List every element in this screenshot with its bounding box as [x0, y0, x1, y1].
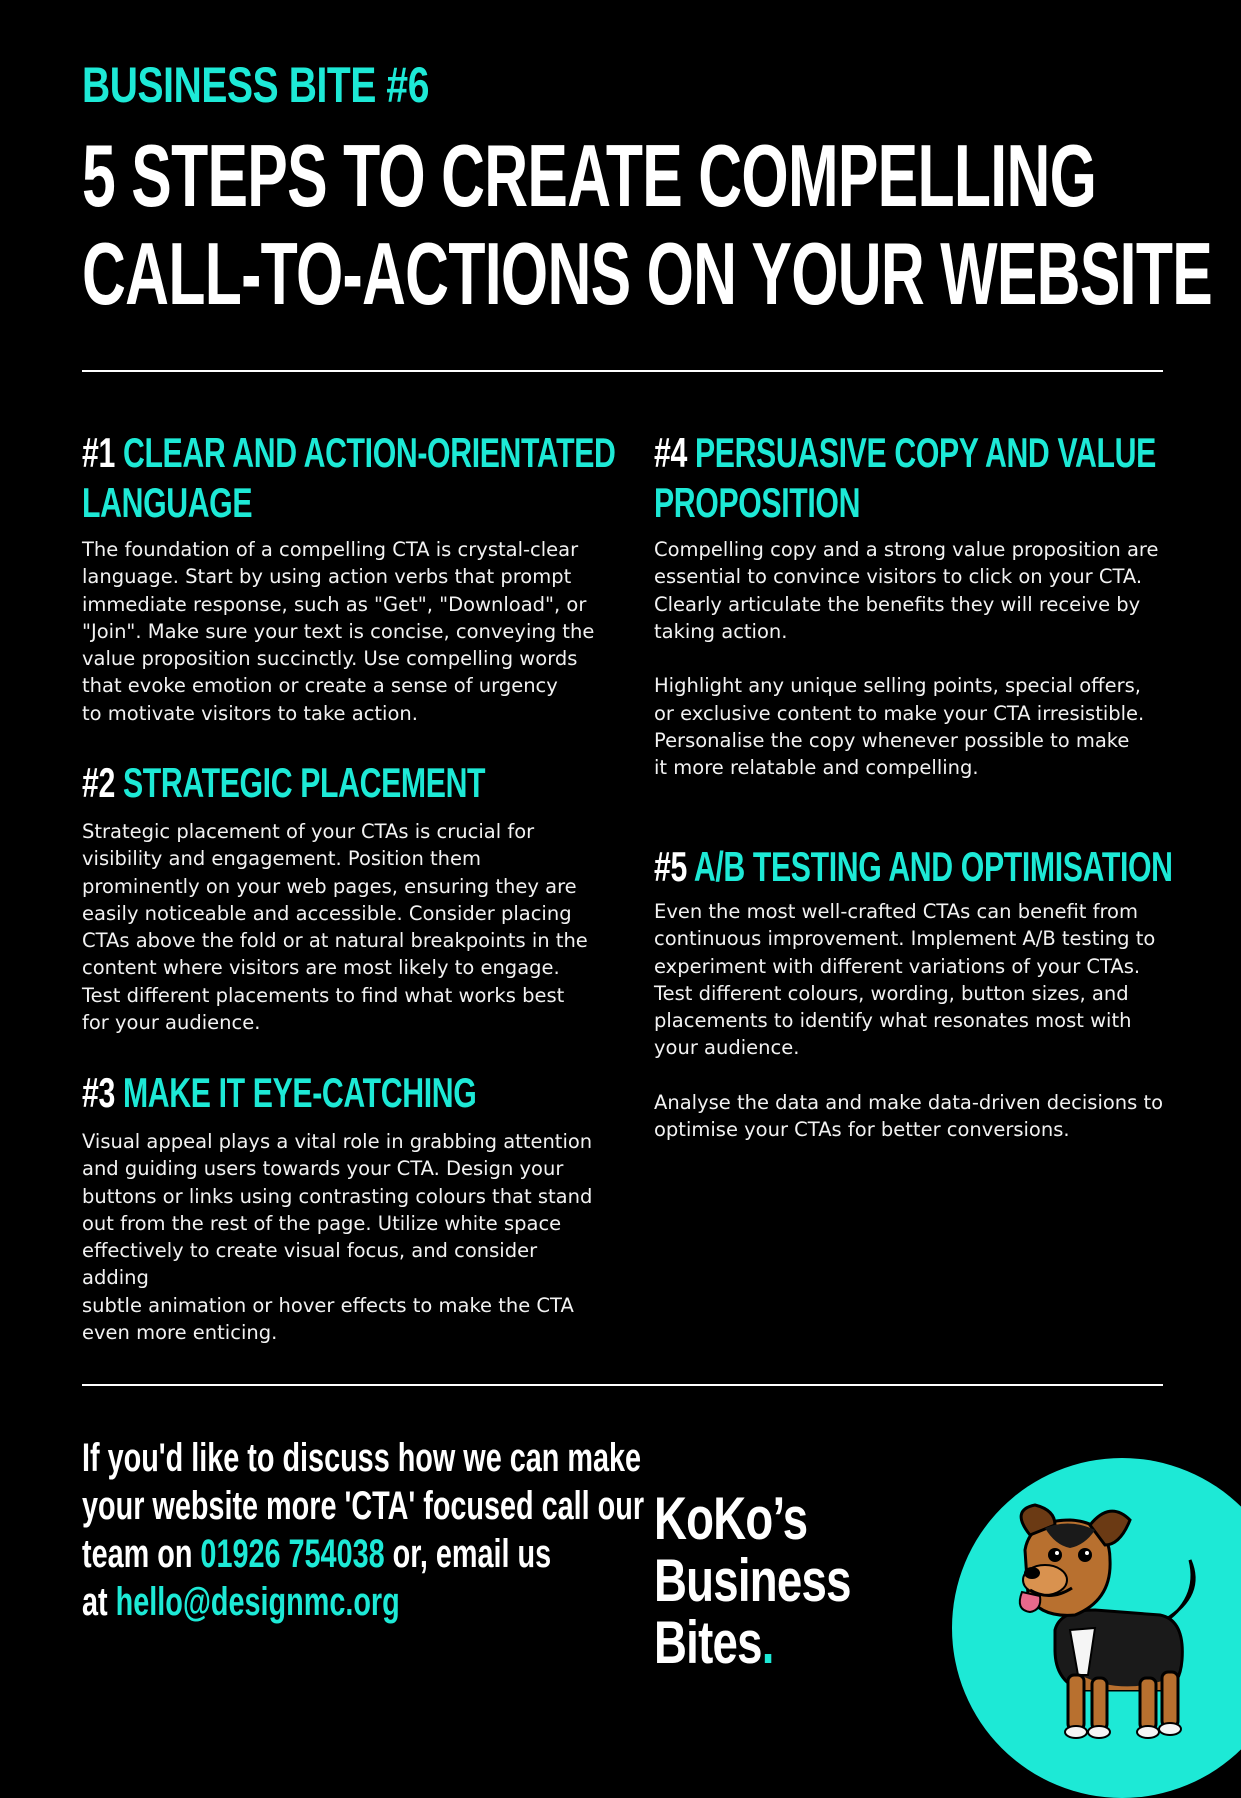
- section-1-heading: [82, 428, 616, 528]
- section-1-body: The foundation of a compelling CTA is crystal-clear language. Start by using action verbs that prompt immediate response, such as "Get", "Download", or "Join". Make sure your text is concise, conveying the value proposition succinctly. Use compelling words that evoke emotion or create a sense of urgency to motivate visitors to take action.: [82, 538, 595, 725]
- eyebrow-label: BUSINESS BITE #6: [82, 57, 430, 113]
- section-2-heading-text: STRATEGIC PLACEMENT: [122, 759, 486, 806]
- divider-bottom: [82, 1384, 1163, 1386]
- page-title-line-1: 5 STEPS TO CREATE COMPELLING: [82, 126, 1097, 225]
- phone-link[interactable]: 01926 754038: [200, 1532, 385, 1576]
- section-1-heading-line-1: CLEAR AND ACTION-ORIENTATED: [122, 429, 616, 476]
- brand-line-1: KoKo’s: [654, 1485, 808, 1552]
- contact-cta-line-3-suffix: or, email us: [384, 1532, 552, 1576]
- section-1-number: #1: [82, 429, 115, 476]
- section-4-heading-line-2: PROPOSITION: [654, 479, 861, 526]
- section-5-number: #5: [654, 843, 687, 890]
- divider-top: [82, 370, 1163, 372]
- contact-cta: [82, 1434, 644, 1626]
- dog-mascot-icon: [1000, 1500, 1220, 1750]
- section-4-body: Compelling copy and a strong value proposition are essential to convince visitors to click on your CTA. Clearly articulate the benefits they will receive by taking action. Highlight any unique selling points, special offers, or exclusive content to make your CTA irresistible. Personalise the copy whenever possible to make it more relatable and compelling.: [654, 538, 1159, 780]
- contact-cta-line-1: If you'd like to discuss how we can make: [82, 1436, 642, 1480]
- section-3-number: #3: [82, 1069, 115, 1116]
- email-link[interactable]: hello@designmc.org: [115, 1580, 400, 1624]
- section-5-body: Even the most well-crafted CTAs can benefit from continuous improvement. Implement A/B testing to experiment with different variations of your CTAs. Test different colours, wording, button sizes, and placements to identify what resonates most with your audience. Analyse the data and make data-driven decisions to optimise your CTAs for better conversions.: [654, 900, 1164, 1142]
- section-1-heading-line-2: LANGUAGE: [82, 479, 253, 526]
- brand-line-3: Bites: [654, 1609, 762, 1676]
- section-3-heading: [82, 1068, 476, 1118]
- contact-cta-line-3-prefix: team on: [82, 1532, 201, 1576]
- section-5-heading: [654, 842, 1173, 892]
- section-3-body: Visual appeal plays a vital role in grabbing attention and guiding users towards your CTA. Design your buttons or links using contrasting colours that stand out from the rest of the page. Utilize white space effectively to create visual focus, and consider adding subtle animation or hover effects to make the CTA even more enticing.: [82, 1130, 593, 1345]
- section-4-heading: [654, 428, 1156, 528]
- page-title-line-2: CALL-TO-ACTIONS ON YOUR WEBSITE: [82, 224, 1213, 323]
- section-3-heading-text: MAKE IT EYE-CATCHING: [122, 1069, 477, 1116]
- contact-cta-line-2: your website more 'CTA' focused call our: [82, 1484, 645, 1528]
- section-4-heading-line-1: PERSUASIVE COPY AND VALUE: [694, 429, 1156, 476]
- brand-dot: .: [761, 1609, 774, 1676]
- brand-line-2: Business: [654, 1547, 851, 1614]
- contact-cta-line-4-prefix: at: [82, 1580, 116, 1624]
- section-4-number: #4: [654, 429, 687, 476]
- section-5-heading-text: A/B TESTING AND OPTIMISATION: [693, 843, 1173, 890]
- section-2-heading: [82, 758, 485, 808]
- section-2-number: #2: [82, 759, 115, 806]
- brand-logo-text: [654, 1485, 851, 1676]
- section-2-body: Strategic placement of your CTAs is crucial for visibility and engagement. Position them prominently on your web pages, ensuring they are easily noticeable and accessible. Consider placing CTAs above the fold or at natural breakpoints in the content where visitors are most likely to engage. Test different placements to find what works best for your audience.: [82, 820, 588, 1035]
